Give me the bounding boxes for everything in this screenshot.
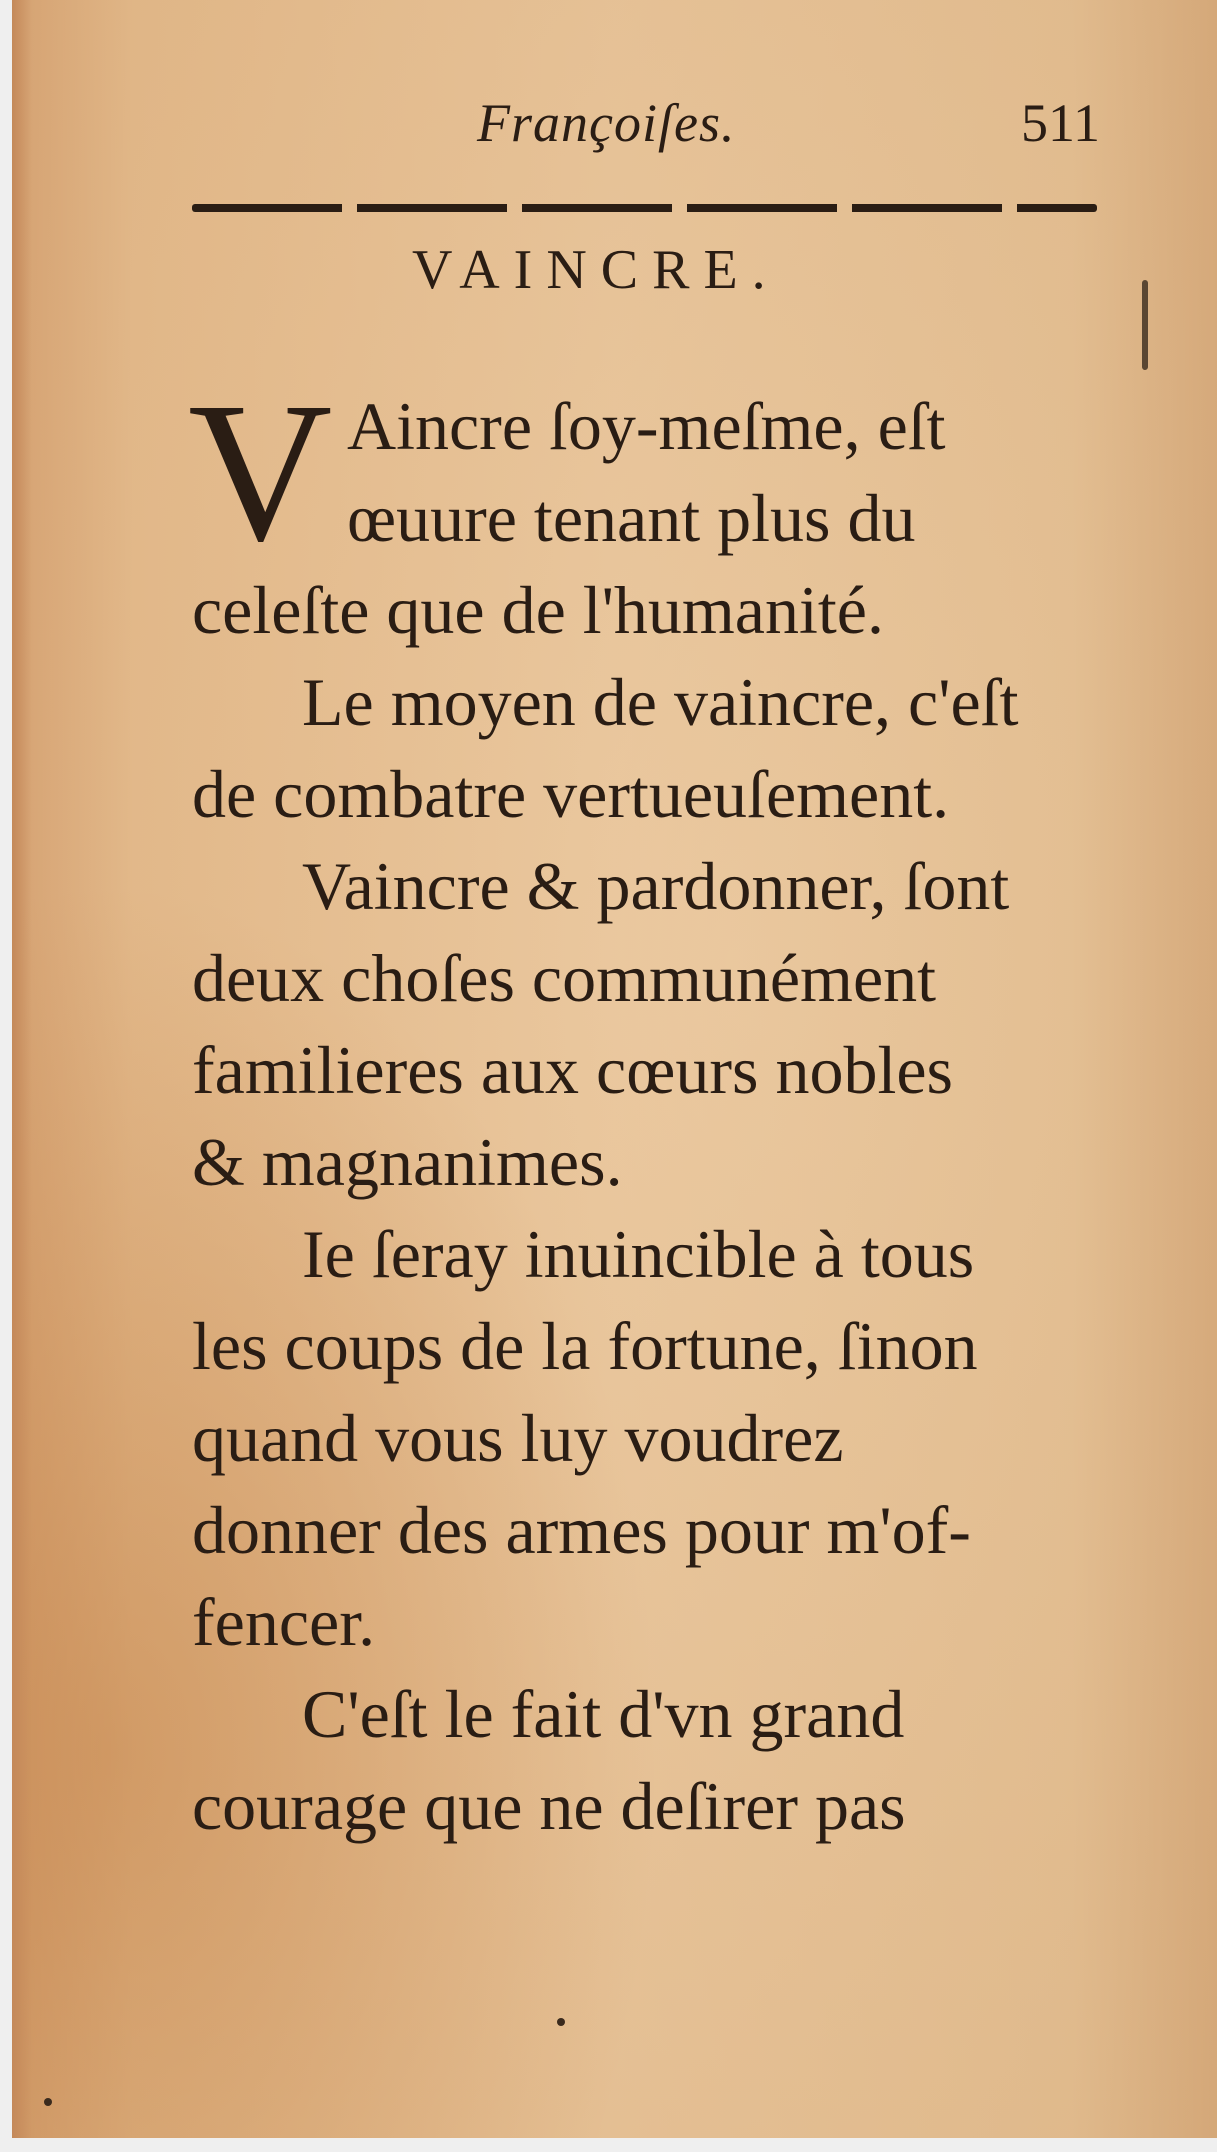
text-line: C'eſt le fait d'vn grand: [302, 1676, 905, 1752]
text-line: deux choſes communément: [192, 940, 937, 1016]
body-text: [188, 362, 1097, 1852]
drop-cap: V: [188, 362, 333, 583]
page-number: 511: [1021, 93, 1100, 153]
book-page: [12, 0, 1217, 2138]
paragraph-5: [192, 1668, 1097, 1852]
text-line: celeſte que de l'humanité.: [192, 572, 884, 648]
text-line: les coups de la fortune, ſinon: [192, 1308, 978, 1384]
paragraph-1: [188, 362, 1097, 656]
text-line: Le moyen de vaincre, c'eſt: [302, 664, 1019, 740]
text-line: Vaincre & pardonner, ſont: [302, 848, 1010, 924]
text-line: & magnanimes.: [192, 1124, 623, 1200]
text-line: quand vous luy voudrez: [192, 1400, 844, 1476]
running-title: Françoiſes.: [477, 93, 736, 153]
text-line: de combatre vertueuſement.: [192, 756, 950, 832]
text-line: œuure tenant plus du: [347, 480, 916, 556]
paragraph-4: [192, 1208, 1097, 1668]
paragraph-3: [192, 840, 1097, 1208]
text-line: donner des armes pour m'of-: [192, 1492, 971, 1568]
text-line: Aincre ſoy-meſme, eſt: [347, 388, 946, 464]
ink-speck: [557, 2018, 565, 2026]
paragraph-2: [192, 656, 1097, 840]
page-spine-shadow: [12, 0, 32, 2138]
text-line: fencer.: [192, 1584, 376, 1660]
section-heading: VAINCRE.: [412, 239, 780, 301]
ink-speck: [44, 2098, 52, 2106]
text-line: courage que ne deſirer pas: [192, 1768, 906, 1844]
header-rule: [192, 204, 1097, 212]
margin-ornament: [1142, 280, 1148, 370]
running-head: [192, 92, 1112, 182]
text-line: familieres aux cœurs nobles: [192, 1032, 953, 1108]
text-line: Ie ſeray inuincible à tous: [302, 1216, 975, 1292]
